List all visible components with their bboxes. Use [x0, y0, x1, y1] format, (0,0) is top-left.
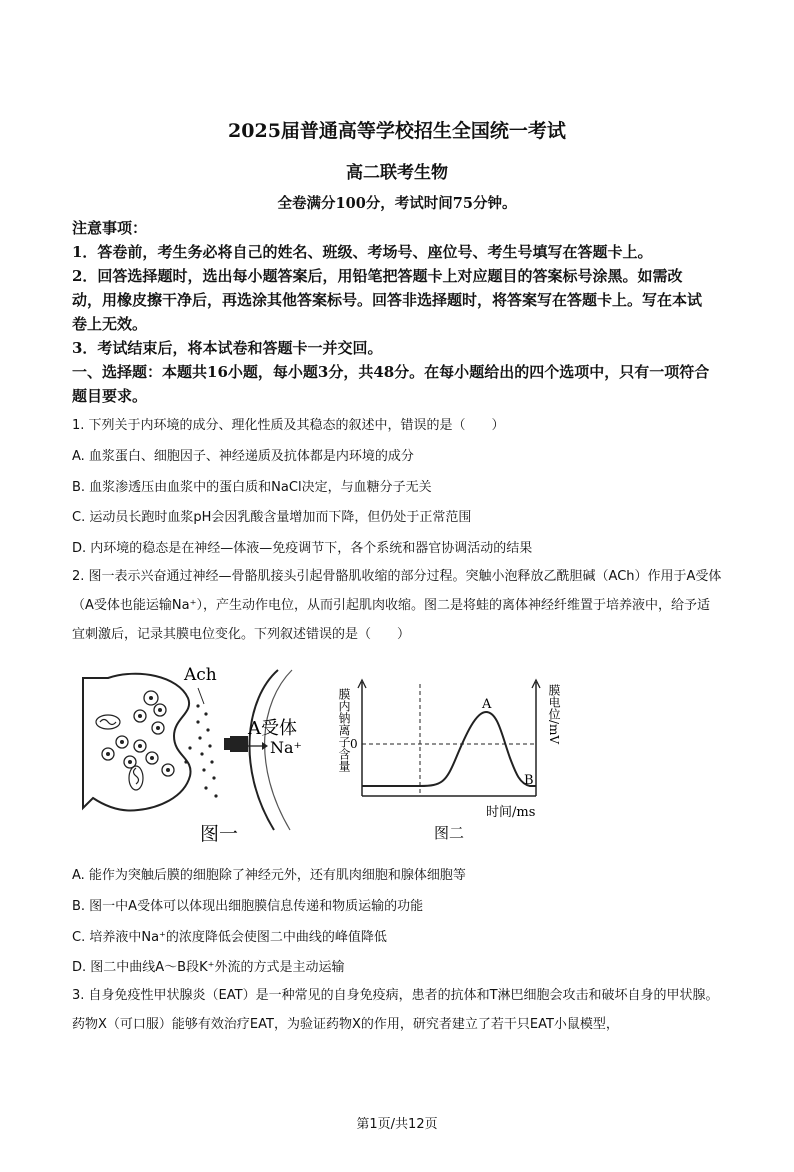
q3-stem: 3. 自身免疫性甲状腺炎（EAT）是一种常见的自身免疫病，患者的抗体和T淋巴细胞会攻击和破坏自身的甲状腺。药物X（可口服）能够有效治疗EAT，为验证药物X的作用，研究者建立了若干只EAT小鼠模型，: [72, 988, 719, 1032]
q1-option-d: D. 内环境的稳态是在神经—体液—免疫调节下，各个系统和器官协调活动的结果: [72, 541, 533, 556]
x-axis-label: 时间/ms: [486, 805, 536, 820]
ach-label: Ach: [184, 665, 217, 685]
membrane-potential-curve: [362, 712, 536, 786]
q1-stem: 1. 下列关于内环境的成分、理化性质及其稳态的叙述中，错误的是（ ）: [72, 418, 505, 433]
q1-option-a: A. 血浆蛋白、细胞因子、神经递质及抗体都是内环境的成分: [72, 449, 414, 464]
y-right-label: 膜电位/mV: [547, 684, 561, 745]
figure-1-caption: 图一: [200, 823, 239, 844]
notice-item-3: 3．考试结束后，将本试卷和答题卡一并交回。: [72, 339, 383, 357]
point-a-label: A: [482, 697, 492, 712]
synaptic-vesicles: [102, 691, 174, 776]
point-b-label: B: [524, 773, 534, 788]
figure-2: [330, 678, 568, 844]
notice-item-2: 2．回答选择题时，选出每小题答案后，用铅笔把答题卡上对应题目的答案标号涂黑。如需改动，用橡皮擦干净后，再选涂其他答案标号。回答非选择题时，将答案写在答题卡上。写在本试卷上无效。: [72, 267, 703, 333]
q1-option-c: C. 运动员长跑时血浆pH会因乳酸含量增加而下降，但仍处于正常范围: [72, 510, 472, 525]
y-left-label: 膜内钠离子含量: [337, 688, 351, 772]
mitochondria: [96, 715, 143, 790]
exam-title: 2025届普通高等学校招生全国统一考试: [228, 120, 566, 142]
notice-item-1: 1．答卷前，考生务必将自己的姓名、班级、考场号、座位号、考生号填写在答题卡上。: [72, 243, 653, 261]
q2-option-c: C. 培养液中Na⁺的浓度降低会使图二中曲线的峰值降低: [72, 930, 387, 945]
q2-stem: 2. 图一表示兴奋通过神经—骨骼肌接头引起骨骼肌收缩的部分过程。突触小泡释放乙酰胆碱（ACh）作用于A受体（A受体也能运输Na⁺），产生动作电位，从而引起肌肉收缩。图二是将蛙的离体神经纤维置于培养液中，给予适宜刺激后，记录其膜电位变化。下列叙述错误的是（ ）: [72, 569, 722, 642]
section-1-heading: 一、选择题：本题共16小题，每小题3分，共48分。在每小题给出的四个选项中，只有一项符合题目要求。: [72, 363, 710, 405]
ach-molecules: [184, 704, 217, 797]
q2-option-d: D. 图二中曲线A～B段K⁺外流的方式是主动运输: [72, 960, 345, 975]
exam-subtitle: 高二联考生物: [346, 163, 448, 183]
zero-label: 0: [350, 737, 358, 751]
figure-2-caption: 图二: [434, 824, 465, 842]
a-receptor-icon: [230, 736, 248, 752]
notice-heading: 注意事项：: [72, 219, 148, 237]
page-number: 第1页/共12页: [356, 1117, 438, 1132]
score-line: 全卷满分100分，考试时间75分钟。: [277, 195, 517, 212]
figure-1: [78, 658, 338, 844]
q1-option-b: B. 血浆渗透压由血浆中的蛋白质和NaCl决定，与血糖分子无关: [72, 480, 432, 495]
q2-option-a: A. 能作为突触后膜的细胞除了神经元外，还有肌肉细胞和腺体细胞等: [72, 868, 466, 883]
receptor-label: A受体: [248, 718, 297, 739]
na-label: Na⁺: [270, 738, 302, 757]
q2-option-b: B. 图一中A受体可以体现出细胞膜信息传递和物质运输的功能: [72, 899, 424, 914]
